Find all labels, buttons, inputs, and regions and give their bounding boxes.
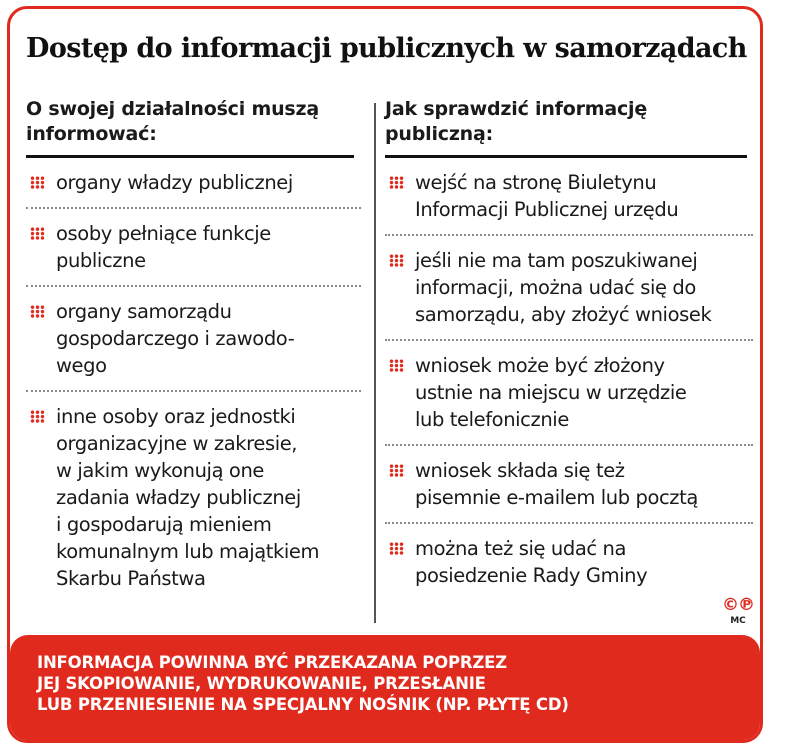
bullet-icon xyxy=(30,410,45,423)
author-credit: MC xyxy=(730,616,746,626)
bullet-icon xyxy=(389,542,404,555)
list-item xyxy=(26,158,361,209)
item-text-line: organy samorządu xyxy=(56,300,232,323)
left-column-heading xyxy=(26,97,354,158)
item-text-line: wejść na stronę Biuletynu xyxy=(415,171,657,194)
bullet-icon xyxy=(389,464,404,477)
left-heading-line: informować: xyxy=(26,123,157,145)
item-text-line: publiczne xyxy=(56,249,146,272)
item-text-line: ustnie na miejscu w urzędzie xyxy=(415,381,687,404)
item-text-line: wniosek składa się też xyxy=(415,459,625,482)
bullet-icon xyxy=(30,227,45,240)
list-item xyxy=(385,341,753,446)
bullet-icon xyxy=(30,305,45,318)
item-text-line: samorządu, aby złożyć wniosek xyxy=(415,303,712,326)
bullet-icon xyxy=(30,176,45,189)
item-text-line: jeśli nie ma tam poszukiwanej xyxy=(415,249,698,272)
item-text-line: można też się udać na xyxy=(415,537,627,560)
item-text-line: posiedzenie Rady Gminy xyxy=(415,564,648,587)
list-item xyxy=(385,446,753,524)
item-text-line: Informacji Publicznej urzędu xyxy=(415,198,679,221)
item-text-line: organy władzy publicznej xyxy=(56,171,293,194)
right-column-heading xyxy=(385,97,747,158)
copyright-mark-icon: ©℗ xyxy=(722,595,754,615)
item-text-line: i gospodarują mieniem xyxy=(56,513,272,536)
right-column xyxy=(385,97,753,600)
footer-line: INFORMACJA POWINNA BYĆ PRZEKAZANA POPRZEZ xyxy=(37,653,507,672)
list-item xyxy=(26,392,361,603)
item-text-line: Skarbu Państwa xyxy=(56,567,206,590)
left-list xyxy=(26,158,361,603)
footer-line: LUB PRZENIESIENIE NA SPECJALNY NOŚNIK (NP. PŁYTĘ CD) xyxy=(37,695,569,714)
bullet-icon xyxy=(389,359,404,372)
right-heading-line: publiczną: xyxy=(385,123,494,145)
right-heading-line: Jak sprawdzić informację xyxy=(385,98,648,120)
item-text-line: komunalnym lub majątkiem xyxy=(56,540,320,563)
list-item xyxy=(26,287,361,392)
item-text-line: informacji, można udać się do xyxy=(415,276,696,299)
item-text-line: gospodarczego i zawodo- xyxy=(56,327,295,350)
bullet-icon xyxy=(389,254,404,267)
item-text-line: pisemnie e-mailem lub pocztą xyxy=(415,486,698,509)
list-item xyxy=(385,158,753,236)
infographic-card xyxy=(7,6,763,743)
list-item xyxy=(385,524,753,600)
infographic-title: Dostęp do informacji publicznych w samorządach xyxy=(26,33,747,64)
item-text-line: osoby pełniące funkcje xyxy=(56,222,271,245)
footer-line: JEJ SKOPIOWANIE, WYDRUKOWANIE, PRZESŁANIE xyxy=(37,674,486,693)
column-divider xyxy=(374,103,376,623)
list-item xyxy=(385,236,753,341)
left-column xyxy=(26,97,361,603)
item-text-line: organizacyjne w zakresie, xyxy=(56,432,298,455)
item-text-line: wego xyxy=(56,354,107,377)
item-text-line: w jakim wykonują one xyxy=(56,459,265,482)
item-text-line: lub telefonicznie xyxy=(415,408,569,431)
item-text-line: inne osoby oraz jednostki xyxy=(56,405,296,428)
bullet-icon xyxy=(389,176,404,189)
publisher-logo xyxy=(722,596,760,630)
right-list xyxy=(385,158,753,600)
left-heading-line: O swojej działalności muszą xyxy=(26,98,319,120)
item-text-line: wniosek może być złożony xyxy=(415,354,665,377)
footer-note xyxy=(10,635,760,740)
list-item xyxy=(26,209,361,287)
item-text-line: zadania władzy publicznej xyxy=(56,486,301,509)
